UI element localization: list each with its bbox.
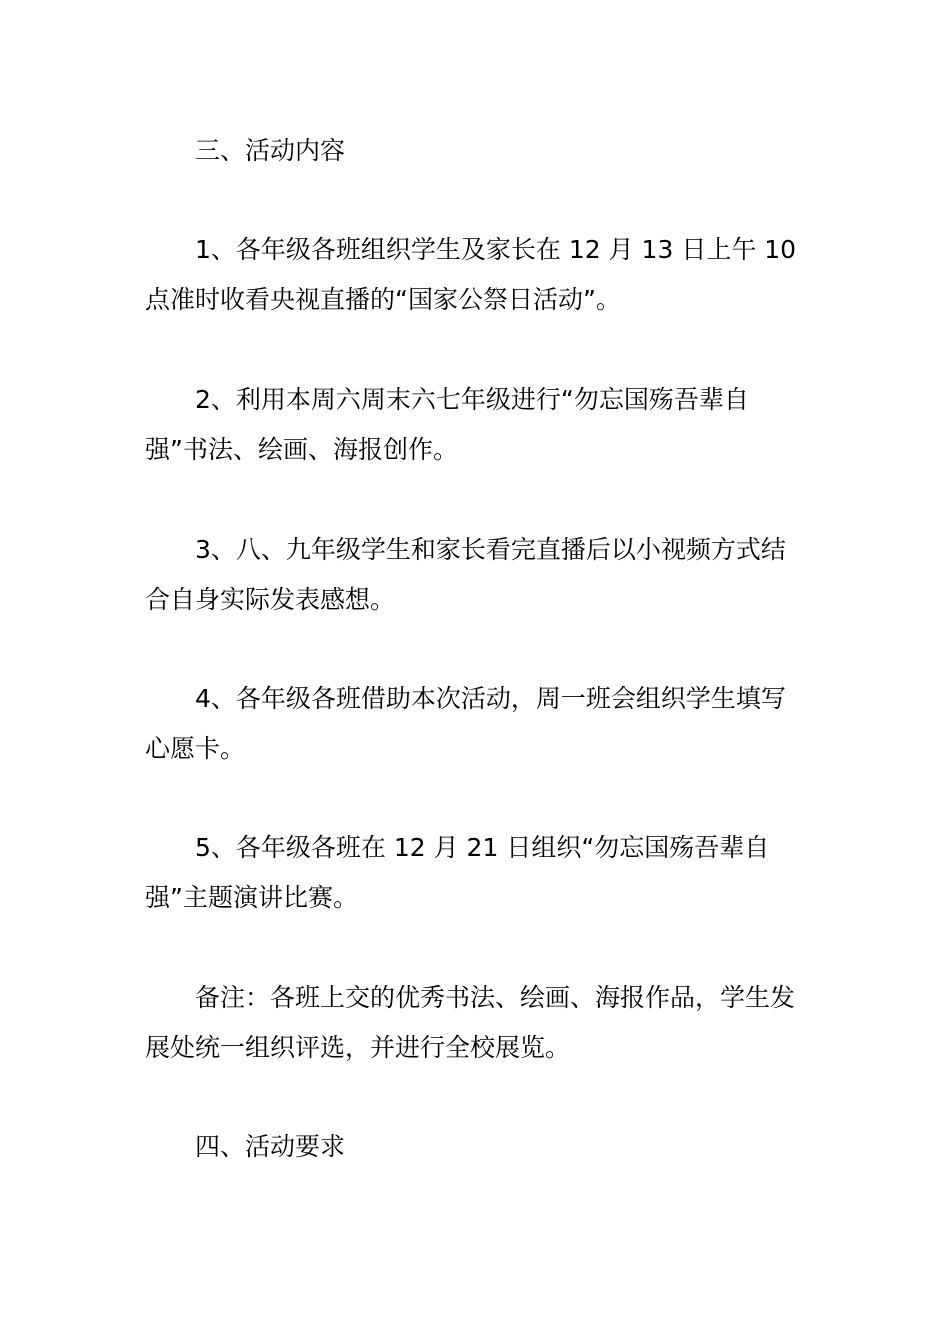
section-heading-activity-content: 三、活动内容 (195, 136, 346, 165)
content-item-3: 3、八、九年级学生和家长看完直播后以小视频方式结合自身实际发表感想。 (145, 535, 786, 614)
content-item-1: 1、各年级各班组织学生及家长在 12 月 13 日上午 10 点准时收看央视直播的“国家公祭日活动”。 (145, 235, 797, 314)
remark-paragraph: 备注：各班上交的优秀书法、绘画、海报作品，学生发展处统一组织评选，并进行全校展览。 (145, 983, 796, 1062)
section-heading-activity-requirements: 四、活动要求 (195, 1132, 346, 1161)
content-item-4: 4、各年级各班借助本次活动，周一班会组织学生填写心愿卡。 (145, 684, 786, 763)
content-item-2: 2、利用本周六周末六七年级进行“勿忘国殇吾辈自强”书法、绘画、海报创作。 (145, 385, 749, 464)
content-item-5: 5、各年级各班在 12 月 21 日组织“勿忘国殇吾辈自强”主题演讲比赛。 (145, 833, 770, 912)
